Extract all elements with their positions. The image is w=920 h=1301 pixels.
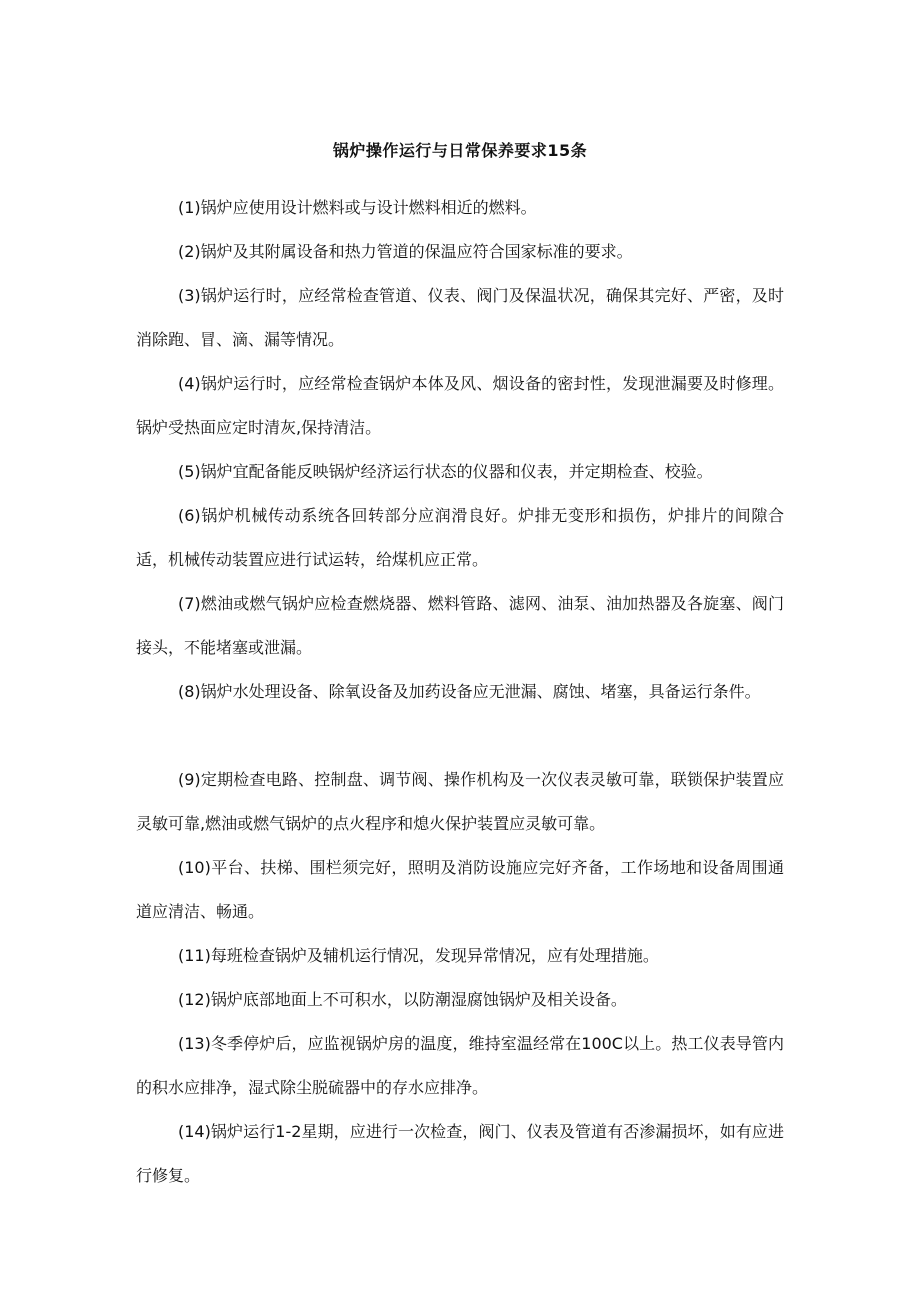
paragraph-6: (6)锅炉机械传动系统各回转部分应润滑良好。炉排无变形和损伤，炉排片的间隙合适，机械传动装置应进行试运转，给煤机应正常。 [136,506,784,569]
paragraph-12: (12)锅炉底部地面上不可积水，以防潮湿腐蚀锅炉及相关设备。 [178,990,627,1009]
paragraph-1: (1)锅炉应使用设计燃料或与设计燃料相近的燃料。 [178,198,537,217]
paragraph-5: (5)锅炉宜配备能反映锅炉经济运行状态的仪器和仪表，并定期检查、校验。 [178,462,713,481]
paragraph-8: (8)锅炉水处理设备、除氧设备及加药设备应无泄漏、腐蚀、堵塞，具备运行条件。 [178,682,761,701]
paragraph-11: (11)每班检查锅炉及辅机运行情况，发现异常情况，应有处理措施。 [178,946,659,965]
paragraph-7: (7)燃油或燃气锅炉应检查燃烧器、燃料管路、滤网、油泵、油加热器及各旋塞、阀门接头，不能堵塞或泄漏。 [136,594,784,657]
paragraph-4: (4)锅炉运行时，应经常检查锅炉本体及风、烟设备的密封性，发现泄漏要及时修理。锅炉受热面应定时清灰,保持清洁。 [136,374,784,437]
paragraph-2: (2)锅炉及其附属设备和热力管道的保温应符合国家标准的要求。 [178,242,633,261]
document-title: 锅炉操作运行与日常保养要求15条 [332,141,588,160]
paragraph-9: (9)定期检查电路、控制盘、调节阀、操作机构及一次仪表灵敏可靠，联锁保护装置应灵敏可靠,燃油或燃气锅炉的点火程序和熄火保护装置应灵敏可靠。 [136,770,784,833]
paragraph-14: (14)锅炉运行1-2星期，应进行一次检查，阀门、仪表及管道有否渗漏损坏，如有应进行修复。 [136,1122,784,1185]
paragraph-10: (10)平台、扶梯、围栏须完好，照明及消防设施应完好齐备，工作场地和设备周围通道应清洁、畅通。 [136,858,784,921]
paragraph-13: (13)冬季停炉后，应监视锅炉房的温度，维持室温经常在100C以上。热工仪表导管内的积水应排净，湿式除尘脱硫器中的存水应排净。 [136,1034,784,1097]
paragraph-3: (3)锅炉运行时，应经常检查管道、仪表、阀门及保温状况，确保其完好、严密，及时消除跑、冒、滴、漏等情况。 [136,286,784,349]
